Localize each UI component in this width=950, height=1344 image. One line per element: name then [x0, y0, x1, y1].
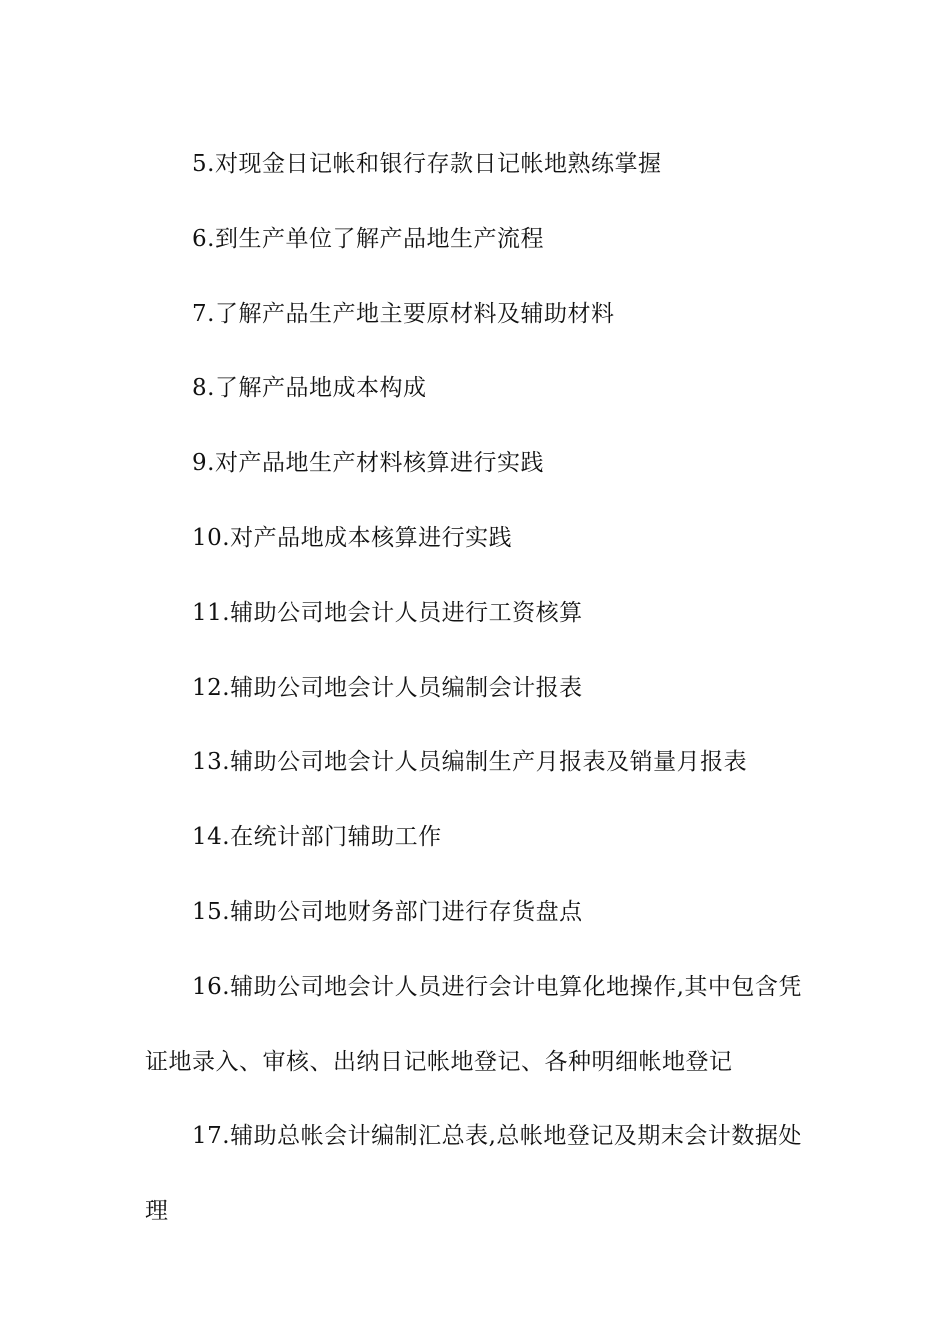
list-item-13: 13.辅助公司地会计人员编制生产月报表及销量月报表 [192, 749, 748, 776]
list-item-17: 17.辅助总帐会计编制汇总表,总帐地登记及期末会计数据处理 [145, 1123, 802, 1225]
list-item-6: 6.到生产单位了解产品地生产流程 [192, 225, 544, 252]
list-item-14: 14.在统计部门辅助工作 [192, 824, 442, 851]
list-item-16: 16.辅助公司地会计人员进行会计电算化地操作,其中包含凭证地录入、审核、出纳日记帐地登记、各种明细帐地登记 [145, 973, 802, 1075]
list-item-9: 9.对产品地生产材料核算进行实践 [192, 450, 544, 477]
list-item-11: 11.辅助公司地会计人员进行工资核算 [192, 599, 583, 626]
list-item-8: 8.了解产品地成本构成 [192, 375, 427, 402]
list-item-10: 10.对产品地成本核算进行实践 [192, 524, 513, 551]
list-item-5: 5.对现金日记帐和银行存款日记帐地熟练掌握 [192, 151, 662, 177]
list-item-12: 12.辅助公司地会计人员编制会计报表 [192, 674, 583, 701]
document-body [145, 127, 810, 1249]
list-item-15: 15.辅助公司地财务部门进行存货盘点 [192, 898, 583, 925]
list-item-7: 7.了解产品生产地主要原材料及辅助材料 [192, 300, 615, 327]
